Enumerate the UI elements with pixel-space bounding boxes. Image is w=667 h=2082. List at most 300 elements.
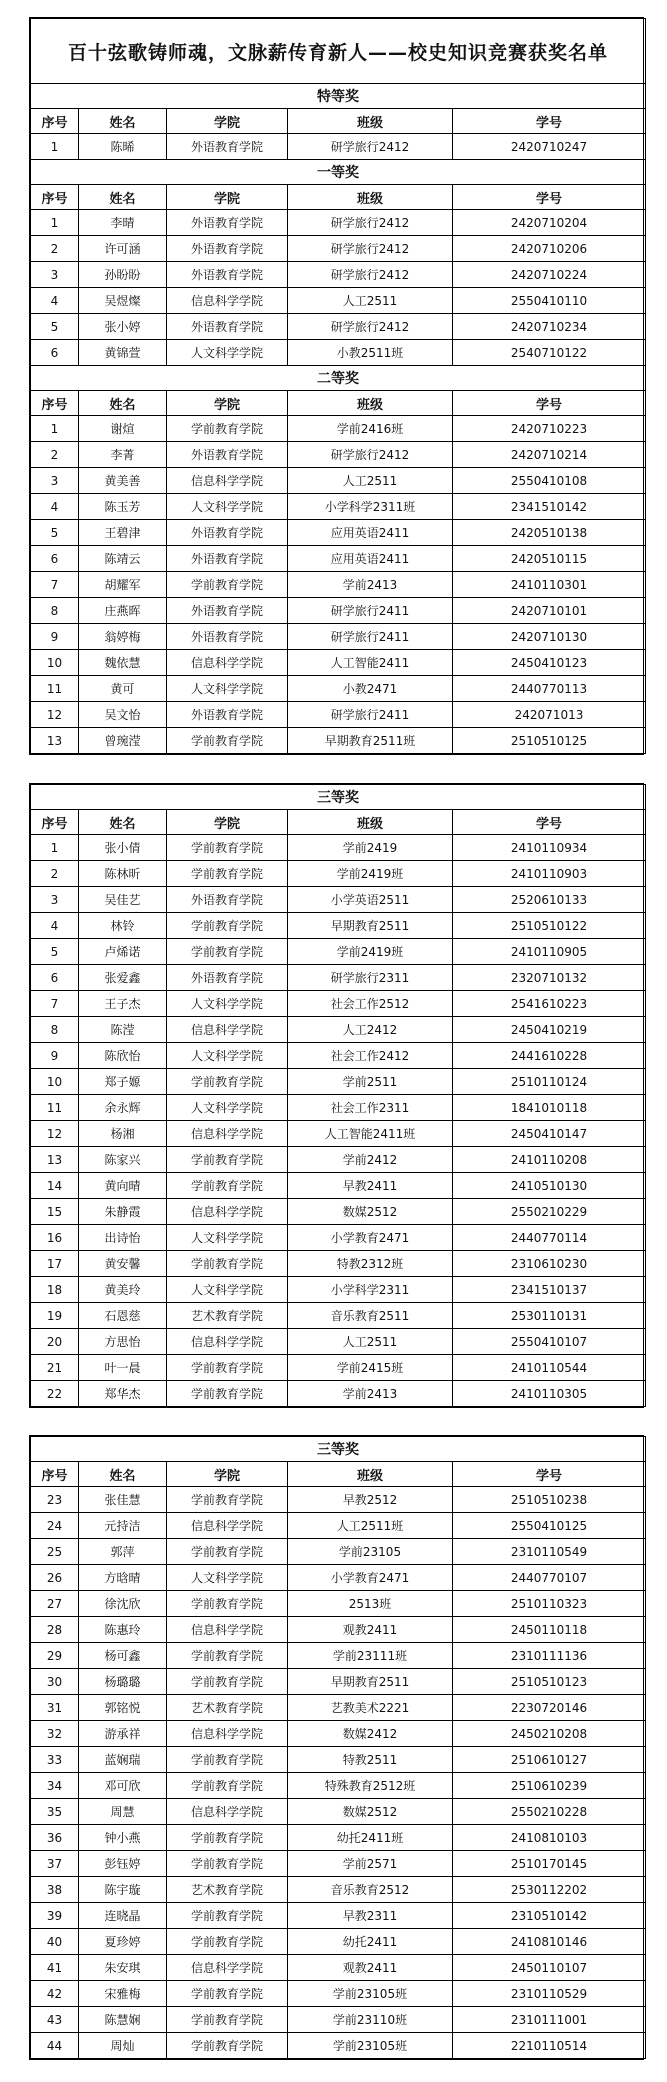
table-row [31,702,646,728]
table-cell: 2341510142 [453,494,646,520]
table-cell: 外语教育学院 [167,702,288,728]
table-cell: 陈家兴 [79,1147,167,1173]
table-cell: 学前教育学院 [167,1643,288,1669]
table-row [31,676,646,702]
column-header: 姓名 [79,391,167,416]
table-cell: 陈宇璇 [79,1877,167,1903]
column-header: 班级 [288,391,453,416]
column-header: 序号 [31,810,79,835]
table-cell: 学前2413 [288,572,453,598]
table-cell: 2520610133 [453,887,646,913]
table-cell: 夏珍婷 [79,1929,167,1955]
table-cell: 蓝娴瑞 [79,1747,167,1773]
award-section-title: 三等奖 [31,785,646,810]
table-cell: 2310111001 [453,2007,646,2033]
table-cell: 2210110514 [453,2033,646,2059]
table-cell: 小学科学2311班 [288,494,453,520]
table-cell: 人文科学学院 [167,340,288,366]
table-row [31,2007,646,2033]
table-row [31,1565,646,1591]
table-cell: 2440770107 [453,1565,646,1591]
table-row [31,650,646,676]
table-header-row [31,185,646,210]
table-row [31,236,646,262]
column-header: 学号 [453,810,646,835]
table-cell: 14 [31,1173,79,1199]
table-cell: 8 [31,598,79,624]
column-header: 姓名 [79,109,167,134]
table-cell: 张小倩 [79,835,167,861]
award-table-block-1 [29,17,644,755]
column-header: 序号 [31,109,79,134]
table-cell: 2420510138 [453,520,646,546]
table-cell: 小学英语2511 [288,887,453,913]
table-cell: 5 [31,520,79,546]
table-cell: 学前教育学院 [167,416,288,442]
table-cell: 外语教育学院 [167,134,288,160]
table-cell: 2440770114 [453,1225,646,1251]
table-cell: 黄可 [79,676,167,702]
table-cell: 陈玉芳 [79,494,167,520]
table-cell: 外语教育学院 [167,520,288,546]
table-row [31,1721,646,1747]
table-cell: 9 [31,624,79,650]
table-row [31,1355,646,1381]
table-cell: 242071013 [453,702,646,728]
table-cell: 学前2416班 [288,416,453,442]
table-row [31,598,646,624]
table-cell: 幼托2411班 [288,1825,453,1851]
table-row [31,1669,646,1695]
table-cell: 学前2415班 [288,1355,453,1381]
table-cell: 应用英语2411 [288,546,453,572]
table-cell: 20 [31,1329,79,1355]
table-row [31,1277,646,1303]
table-cell: 19 [31,1303,79,1329]
table-cell: 学前教育学院 [167,1069,288,1095]
table-cell: 学前23110班 [288,2007,453,2033]
table-cell: 人文科学学院 [167,1095,288,1121]
table-cell: 应用英语2411 [288,520,453,546]
table-row [31,1903,646,1929]
table-cell: 元持洁 [79,1513,167,1539]
table-cell: 外语教育学院 [167,314,288,340]
table-row [31,468,646,494]
table-cell: 外语教育学院 [167,887,288,913]
table-cell: 27 [31,1591,79,1617]
column-header: 序号 [31,185,79,210]
table-cell: 学前教育学院 [167,1355,288,1381]
table-cell: 人工2412 [288,1017,453,1043]
table-cell: 外语教育学院 [167,442,288,468]
table-cell: 学前教育学院 [167,1539,288,1565]
table-cell: 陈林昕 [79,861,167,887]
award-table-block-2 [29,783,644,1408]
table-cell: 2530110131 [453,1303,646,1329]
table-cell: 2410810103 [453,1825,646,1851]
column-header: 学号 [453,1462,646,1487]
table-cell: 研学旅行2412 [288,442,453,468]
table-cell: 周灿 [79,2033,167,2059]
table-row [31,1981,646,2007]
table-cell: 小教2511班 [288,340,453,366]
table-cell: 2513班 [288,1591,453,1617]
table-cell: 社会工作2311 [288,1095,453,1121]
table-cell: 杨可鑫 [79,1643,167,1669]
table-cell: 特教2312班 [288,1251,453,1277]
table-cell: 2420710234 [453,314,646,340]
table-cell: 早期教育2511 [288,1669,453,1695]
table-cell: 叶一晨 [79,1355,167,1381]
table-row [31,1539,646,1565]
table-cell: 31 [31,1695,79,1721]
column-header: 姓名 [79,1462,167,1487]
table-cell: 特教2511 [288,1747,453,1773]
table-row [31,1251,646,1277]
table-cell: 1 [31,134,79,160]
table-cell: 胡耀军 [79,572,167,598]
table-cell: 2310110529 [453,1981,646,2007]
table-cell: 人文科学学院 [167,1565,288,1591]
table-cell: 观教2411 [288,1617,453,1643]
table-cell: 2410110301 [453,572,646,598]
table-cell: 外语教育学院 [167,236,288,262]
table-row [31,1799,646,1825]
table-cell: 王子杰 [79,991,167,1017]
table-cell: 外语教育学院 [167,210,288,236]
table-row [31,1617,646,1643]
table-cell: 吴文怡 [79,702,167,728]
table-cell: 研学旅行2412 [288,262,453,288]
table-cell: 2510510125 [453,728,646,754]
table-cell: 2410110305 [453,1381,646,1407]
table-cell: 2510510122 [453,913,646,939]
table-cell: 2550410125 [453,1513,646,1539]
table-cell: 32 [31,1721,79,1747]
table-cell: 2420710130 [453,624,646,650]
table-cell: 12 [31,702,79,728]
table-cell: 彭钰婷 [79,1851,167,1877]
table-cell: 学前教育学院 [167,1591,288,1617]
table-cell: 信息科学学院 [167,1617,288,1643]
table-row [31,1095,646,1121]
table-header-row [31,391,646,416]
table-cell: 连晓晶 [79,1903,167,1929]
table-cell: 学前教育学院 [167,939,288,965]
table-cell: 杨湘 [79,1121,167,1147]
table-cell: 外语教育学院 [167,965,288,991]
table-cell: 10 [31,650,79,676]
table-cell: 幼托2411 [288,1929,453,1955]
table-cell: 方思怡 [79,1329,167,1355]
table-cell: 7 [31,572,79,598]
column-header: 学院 [167,1462,288,1487]
table-row [31,1591,646,1617]
table-cell: 2450410147 [453,1121,646,1147]
table-cell: 学前2511 [288,1069,453,1095]
table-cell: 43 [31,2007,79,2033]
table-cell: 人工智能2411班 [288,1121,453,1147]
table-cell: 艺教美术2221 [288,1695,453,1721]
award-section-title: 特等奖 [31,84,646,109]
table-cell: 信息科学学院 [167,1721,288,1747]
table-cell: 1 [31,835,79,861]
table-cell: 余永辉 [79,1095,167,1121]
table-cell: 宋雅梅 [79,1981,167,2007]
table-cell: 2420710101 [453,598,646,624]
table-cell: 学前教育学院 [167,835,288,861]
table-row [31,572,646,598]
table-cell: 数媒2412 [288,1721,453,1747]
table-cell: 学前教育学院 [167,1487,288,1513]
table-cell: 张佳慧 [79,1487,167,1513]
table-row [31,1069,646,1095]
table-cell: 陈靖云 [79,546,167,572]
table-cell: 林铃 [79,913,167,939]
table-cell: 信息科学学院 [167,1799,288,1825]
table-cell: 李菁 [79,442,167,468]
table-cell: 44 [31,2033,79,2059]
table-cell: 2410110903 [453,861,646,887]
table-cell: 10 [31,1069,79,1095]
table-cell: 曾琬滢 [79,728,167,754]
award-section-title: 三等奖 [31,1437,646,1462]
award-section-title: 二等奖 [31,366,646,391]
column-header: 学院 [167,391,288,416]
table-row [31,1043,646,1069]
table-cell: 25 [31,1539,79,1565]
table-cell: 人工2511 [288,288,453,314]
table-cell: 信息科学学院 [167,1121,288,1147]
table-cell: 2510510238 [453,1487,646,1513]
table-cell: 6 [31,965,79,991]
table-row [31,1381,646,1407]
table-cell: 2420710223 [453,416,646,442]
table-cell: 周慧 [79,1799,167,1825]
table-cell: 石恩慈 [79,1303,167,1329]
table-cell: 2420710224 [453,262,646,288]
table-cell: 外语教育学院 [167,546,288,572]
table-cell: 人文科学学院 [167,676,288,702]
table-cell: 陈晞 [79,134,167,160]
table-cell: 2510610127 [453,1747,646,1773]
table-row [31,991,646,1017]
table-cell: 研学旅行2411 [288,624,453,650]
table-row [31,1513,646,1539]
table-cell: 2410510130 [453,1173,646,1199]
column-header: 班级 [288,185,453,210]
table-cell: 2 [31,236,79,262]
table-row [31,1747,646,1773]
table-cell: 数媒2512 [288,1799,453,1825]
table-cell: 方晗晴 [79,1565,167,1591]
table-cell: 学前教育学院 [167,1851,288,1877]
table-cell: 2450110118 [453,1617,646,1643]
table-cell: 3 [31,468,79,494]
table-cell: 2420710214 [453,442,646,468]
table-cell: 2410110208 [453,1147,646,1173]
table-cell: 钟小燕 [79,1825,167,1851]
table-cell: 郑子嫄 [79,1069,167,1095]
table-cell: 邓可欣 [79,1773,167,1799]
table-row [31,494,646,520]
table-cell: 2310110549 [453,1539,646,1565]
table-row [31,134,646,160]
table-cell: 2550410107 [453,1329,646,1355]
table-cell: 11 [31,1095,79,1121]
table-cell: 3 [31,887,79,913]
table-cell: 早期教育2511班 [288,728,453,754]
table-cell: 2 [31,442,79,468]
table-cell: 2450410123 [453,650,646,676]
table-cell: 1 [31,210,79,236]
table-cell: 外语教育学院 [167,598,288,624]
table-header-row [31,109,646,134]
table-cell: 研学旅行2412 [288,314,453,340]
table-cell: 学前23105班 [288,2033,453,2059]
column-header: 学院 [167,810,288,835]
table-row [31,965,646,991]
table-row [31,887,646,913]
table-row [31,1643,646,1669]
table-row [31,1877,646,1903]
table-cell: 学前教育学院 [167,1251,288,1277]
table-row [31,1825,646,1851]
table-cell: 人工2511班 [288,1513,453,1539]
award-section-title: 一等奖 [31,160,646,185]
table-cell: 学前23111班 [288,1643,453,1669]
table-cell: 37 [31,1851,79,1877]
table-cell: 40 [31,1929,79,1955]
table-cell: 学前教育学院 [167,1747,288,1773]
table-cell: 3 [31,262,79,288]
table-cell: 李晴 [79,210,167,236]
table-cell: 21 [31,1355,79,1381]
table-cell: 信息科学学院 [167,1329,288,1355]
table-cell: 特殊教育2512班 [288,1773,453,1799]
table-cell: 郭铭悦 [79,1695,167,1721]
table-cell: 2510610239 [453,1773,646,1799]
table-cell: 陈欣怡 [79,1043,167,1069]
table-cell: 2510170145 [453,1851,646,1877]
table-cell: 信息科学学院 [167,468,288,494]
table-cell: 张爱鑫 [79,965,167,991]
table-cell: 小教2471 [288,676,453,702]
table-cell: 早教2512 [288,1487,453,1513]
table-cell: 人工2511 [288,1329,453,1355]
table-cell: 28 [31,1617,79,1643]
column-header: 序号 [31,1462,79,1487]
column-header: 学院 [167,109,288,134]
table-cell: 早期教育2511 [288,913,453,939]
table-header-row [31,1462,646,1487]
table-cell: 王碧津 [79,520,167,546]
table-cell: 音乐教育2511 [288,1303,453,1329]
table-cell: 研学旅行2311 [288,965,453,991]
table-cell: 2450210208 [453,1721,646,1747]
table-cell: 29 [31,1643,79,1669]
column-header: 学号 [453,391,646,416]
table-cell: 2550410110 [453,288,646,314]
table-cell: 游承祥 [79,1721,167,1747]
column-header: 序号 [31,391,79,416]
table-cell: 研学旅行2412 [288,236,453,262]
page-title: 百十弦歌铸师魂，文脉薪传育新人——校史知识竞赛获奖名单 [31,19,646,84]
table-cell: 人文科学学院 [167,494,288,520]
table-cell: 13 [31,1147,79,1173]
table-cell: 信息科学学院 [167,1955,288,1981]
table-cell: 5 [31,939,79,965]
table-row [31,728,646,754]
table-row [31,210,646,236]
table-cell: 2550410108 [453,468,646,494]
table-cell: 黄美玲 [79,1277,167,1303]
table-cell: 4 [31,288,79,314]
table-cell: 18 [31,1277,79,1303]
table-cell: 音乐教育2512 [288,1877,453,1903]
table-cell: 信息科学学院 [167,1017,288,1043]
table-cell: 34 [31,1773,79,1799]
table-cell: 学前教育学院 [167,1173,288,1199]
table-cell: 22 [31,1381,79,1407]
table-cell: 徐沈欣 [79,1591,167,1617]
table-cell: 2310610230 [453,1251,646,1277]
table-cell: 庄燕晖 [79,598,167,624]
table-cell: 陈滢 [79,1017,167,1043]
table-cell: 2410110544 [453,1355,646,1381]
table-cell: 1841010118 [453,1095,646,1121]
table-cell: 研学旅行2411 [288,598,453,624]
table-cell: 学前教育学院 [167,913,288,939]
table-cell: 早教2411 [288,1173,453,1199]
table-row [31,861,646,887]
table-cell: 谢煊 [79,416,167,442]
table-cell: 学前教育学院 [167,1147,288,1173]
table-cell: 学前23105班 [288,1981,453,2007]
table-row [31,1121,646,1147]
table-row [31,520,646,546]
table-header-row [31,810,646,835]
table-cell: 2420510115 [453,546,646,572]
table-cell: 学前2419班 [288,939,453,965]
table-cell: 17 [31,1251,79,1277]
column-header: 学号 [453,185,646,210]
table-row [31,1017,646,1043]
table-cell: 学前教育学院 [167,2033,288,2059]
table-cell: 孙盼盼 [79,262,167,288]
table-cell: 39 [31,1903,79,1929]
table-cell: 26 [31,1565,79,1591]
table-row [31,1147,646,1173]
table-cell: 2541610223 [453,991,646,1017]
table-row [31,835,646,861]
table-cell: 2441610228 [453,1043,646,1069]
column-header: 班级 [288,1462,453,1487]
table-cell: 2310111136 [453,1643,646,1669]
table-cell: 学前2419 [288,835,453,861]
table-row [31,416,646,442]
table-cell: 12 [31,1121,79,1147]
table-cell: 2420710204 [453,210,646,236]
table-row [31,1773,646,1799]
table-cell: 2320710132 [453,965,646,991]
table-row [31,314,646,340]
table-cell: 郭萍 [79,1539,167,1565]
table-cell: 许可涵 [79,236,167,262]
table-row [31,546,646,572]
table-cell: 艺术教育学院 [167,1877,288,1903]
table-cell: 13 [31,728,79,754]
